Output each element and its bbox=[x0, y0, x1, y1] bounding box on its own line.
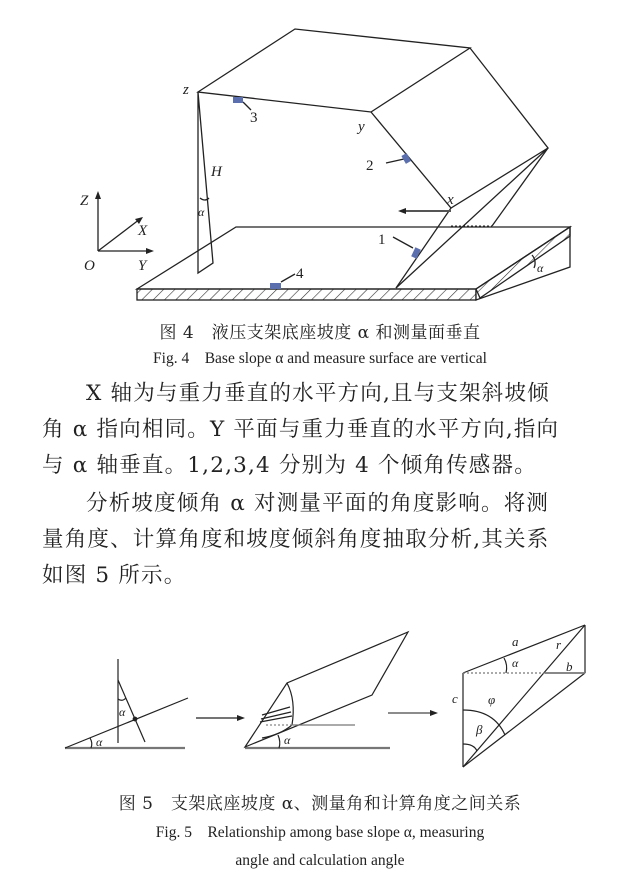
label-y: y bbox=[358, 119, 365, 135]
p2-alpha-arc bbox=[278, 735, 280, 748]
label-axis-X: X bbox=[138, 223, 148, 239]
figure-5 bbox=[0, 610, 640, 780]
base-front-hatched bbox=[137, 289, 476, 300]
label-H: H bbox=[211, 164, 222, 180]
p2-label-alpha: α bbox=[284, 733, 291, 747]
label-sensor-2: 2 bbox=[366, 158, 374, 174]
p3-label-b: b bbox=[566, 659, 573, 674]
panel-1 bbox=[65, 659, 188, 748]
p3-label-c: c bbox=[452, 691, 458, 706]
p3-r-diag bbox=[463, 625, 585, 767]
p3-phi-arc bbox=[463, 710, 505, 735]
label-x: x bbox=[447, 192, 454, 208]
p3-label-beta: β bbox=[476, 722, 483, 737]
paragraph-2 bbox=[42, 486, 612, 594]
p3-label-alpha: α bbox=[512, 656, 519, 670]
p3-label-r: r bbox=[556, 637, 562, 652]
label-sensor-3: 3 bbox=[250, 110, 258, 126]
label-axis-Y: Y bbox=[138, 258, 147, 274]
x-arrow-head bbox=[398, 208, 406, 214]
arrow-2-head bbox=[430, 710, 438, 716]
paragraph-1-line-2: 角 α 指向相同。Y 平面与重力垂直的水平方向,指向 bbox=[42, 417, 560, 442]
paragraph-1 bbox=[42, 376, 612, 484]
paragraph-2-line-1: 分析坡度倾角 α 对测量平面的角度影响。将测 bbox=[86, 491, 550, 516]
sensor-2-leader bbox=[386, 159, 404, 163]
p2-tilted-plate bbox=[245, 632, 408, 747]
axis-X-line bbox=[98, 219, 140, 251]
label-sensor-4: 4 bbox=[296, 266, 304, 282]
p1-label-alpha-top: α bbox=[119, 705, 126, 719]
p3-alpha-arc bbox=[504, 658, 507, 673]
p3-bottom-diag bbox=[463, 673, 585, 767]
figure-4 bbox=[0, 0, 640, 310]
label-sensor-1: 1 bbox=[378, 232, 386, 248]
p1-slope bbox=[65, 698, 188, 748]
sensor-3-leader bbox=[243, 102, 251, 110]
sensor-2-marker bbox=[401, 153, 411, 164]
figure-5-caption-en-line-2: angle and calculation angle bbox=[235, 852, 405, 869]
paragraph-2-line-3: 如图 5 所示。 bbox=[42, 563, 187, 588]
p3-label-a: a bbox=[512, 634, 519, 649]
paragraph-1-line-3: 与 α 轴垂直。1,2,3,4 分别为 4 个倾角传感器。 bbox=[42, 453, 537, 478]
arrow-1-head bbox=[237, 715, 245, 721]
label-z: z bbox=[183, 82, 189, 98]
paragraph-2-line-2: 量角度、计算角度和坡度倾斜角度抽取分析,其关系 bbox=[42, 527, 550, 552]
figure-5-caption-en-line-1: Fig. 5 Relationship among base slope α, measuring bbox=[155, 824, 485, 841]
p3-label-phi: φ bbox=[488, 692, 496, 707]
figure-4-caption-cn: 图 4 液压支架底座坡度 α 和测量面垂直 bbox=[159, 323, 481, 343]
figure-4-diagram bbox=[0, 0, 640, 310]
axis-Y-arrowhead bbox=[146, 248, 154, 254]
sensor-3-marker bbox=[233, 97, 243, 103]
panel-3 bbox=[463, 625, 585, 767]
sensor-4-marker bbox=[270, 283, 281, 289]
label-leg-alpha: α bbox=[198, 205, 205, 219]
p1-bottom-alpha-arc bbox=[90, 738, 92, 748]
figure-4-caption-en: Fig. 4 Base slope α and measure surface are vertical bbox=[153, 350, 487, 367]
p3-beta-arc bbox=[463, 744, 477, 751]
label-base-alpha: α bbox=[537, 261, 544, 275]
label-axis-Z: Z bbox=[80, 193, 89, 209]
p1-label-alpha-bottom: α bbox=[96, 735, 103, 749]
p1-top-alpha-arc bbox=[118, 698, 126, 700]
rear-edge-lower bbox=[492, 148, 548, 226]
label-axis-O: O bbox=[84, 258, 95, 274]
paragraph-1-line-1: X 轴为与重力垂直的水平方向,且与支架斜坡倾 bbox=[86, 381, 550, 406]
p1-intersection-dot bbox=[133, 717, 137, 721]
figure-5-caption-cn: 图 5 支架底座坡度 α、测量角和计算角度之间关系 bbox=[118, 794, 522, 814]
axis-Z-arrowhead bbox=[95, 191, 101, 199]
figure-5-diagram bbox=[0, 610, 640, 780]
panel-2 bbox=[245, 632, 408, 748]
